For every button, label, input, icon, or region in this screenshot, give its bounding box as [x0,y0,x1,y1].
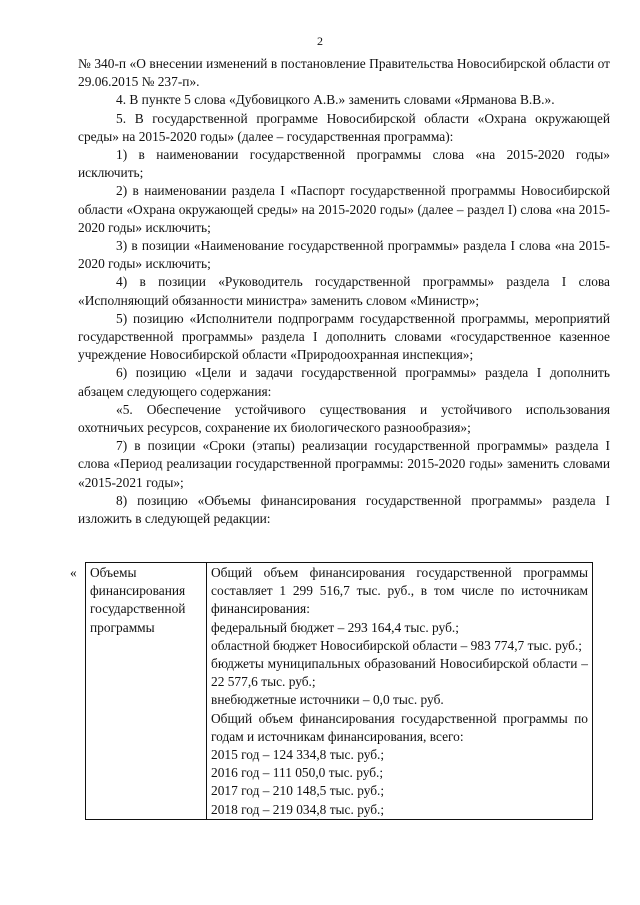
value-line: федеральный бюджет – 293 164,4 тыс. руб.; [211,619,459,635]
row-value [207,563,593,820]
value-line: областной бюджет Новосибирской области – 983 774,7 тыс. руб.; [211,637,582,653]
value-line: Общий объем финансирования государственной программы составляет 1 299 516,7 тыс. руб., в том числе по источникам финансирования: [211,565,588,617]
value-line: 2018 год – 219 034,8 тыс. руб.; [211,801,385,817]
paragraph: «5. Обеспечение устойчивого существования и устойчивого использования охотничьих ресурсов, сохранение их биологического разнообразия»; [78,401,610,436]
page-number: 2 [317,34,323,48]
value-line: Общий объем финансирования государственной программы по годам и источникам финансирования, всего: [211,710,588,744]
row-label: Объемы финансирования государственной программы [86,563,207,820]
value-line: внебюджетные источники – 0,0 тыс. руб. [211,692,444,708]
paragraph: 4) в позиции «Руководитель государственной программы» раздела I слова «Исполняющий обязанности министра» заменить словом «Министр»; [78,274,610,308]
paragraph: № 340-п «О внесении изменений в постановление Правительства Новосибирской области от 29.06.2015 № 237-п». [78,56,610,90]
paragraph: 1) в наименовании государственной программы слова «на 2015-2020 годы» исключить; [78,147,610,181]
paragraph: 5) позицию «Исполнители подпрограмм государственной программы, мероприятий государственной программы» раздела I дополнить словами «государственное казенное учреждение Новосибирской области «Природоохранная инспекция»; [78,310,610,363]
paragraph: 4. В пункте 5 слова «Дубовицкого А.В.» заменить словами «Ярманова В.В.». [116,92,555,108]
opening-quote: « [70,565,77,580]
value-line: 2017 год – 210 148,5 тыс. руб.; [211,783,385,799]
paragraph: 6) позицию «Цели и задачи государственной программы» раздела I дополнить абзацем следующего содержания: [78,365,610,399]
value-line: 2015 год – 124 334,8 тыс. руб.; [211,747,385,763]
paragraph: 2) в наименовании раздела I «Паспорт государственной программы Новосибирской области «Охрана окружающей среды» на 2015-2020 годы» (далее – раздел I) слова «на 2015-2020 годы» исключить; [78,183,610,235]
paragraph: 5. В государственной программе Новосибирской области «Охрана окружающей среды» на 2015-2020 годы» (далее – государственная программа): [78,110,610,144]
document-body [78,55,610,528]
passport-table [85,562,593,820]
value-line: 2016 год – 111 050,0 тыс. руб.; [211,765,384,781]
value-line: бюджеты муниципальных образований Новосибирской области – 22 577,6 тыс. руб.; [211,656,588,690]
paragraph: 8) позицию «Объемы финансирования государственной программы» раздела I изложить в следующей редакции: [78,492,610,527]
paragraph: 7) в позиции «Сроки (этапы) реализации государственной программы» раздела I слова «Период реализации государственной программы: 2015-2020 годы» заменить словами «2015-2021 годы»; [78,438,610,490]
table-row [86,563,593,820]
paragraph: 3) в позиции «Наименование государственной программы» раздела I слова «на 2015-2020 годы» исключить; [78,238,610,272]
